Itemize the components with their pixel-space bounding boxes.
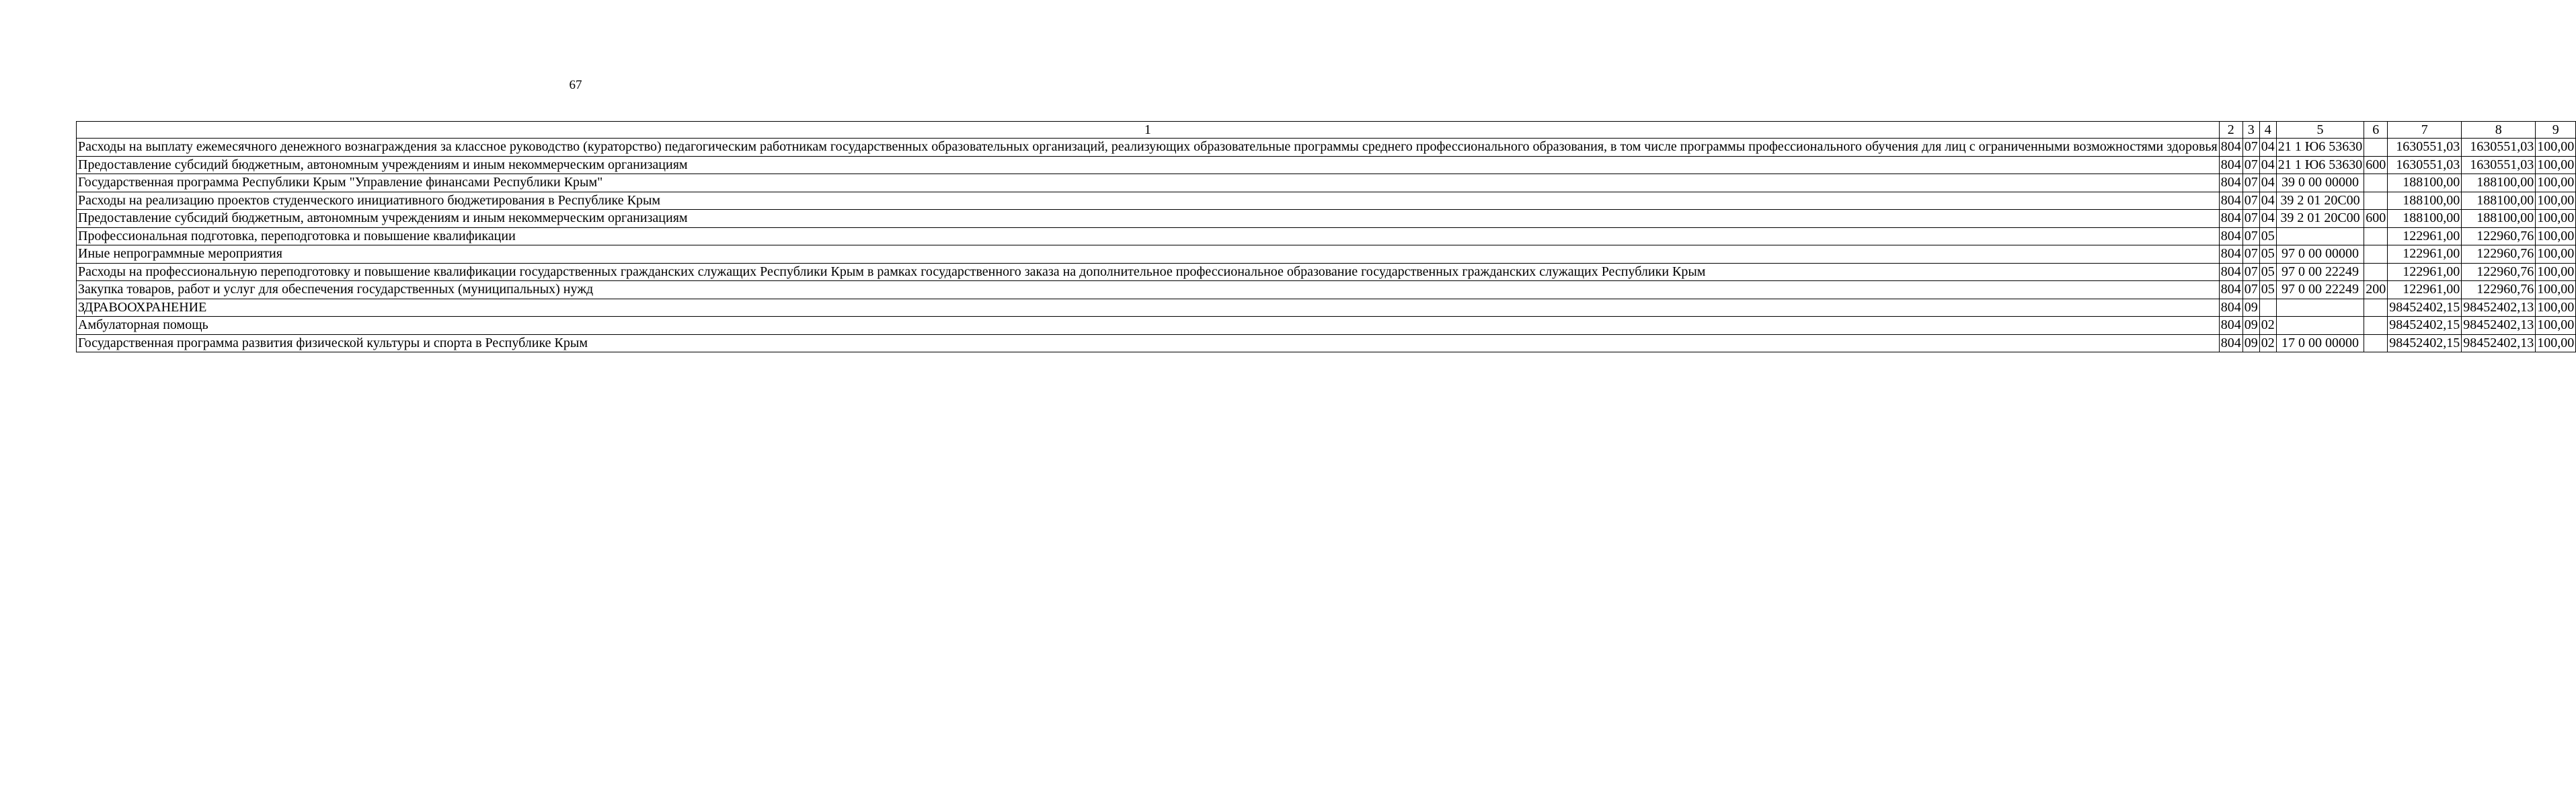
cell-executed-amount: 122960,76 [2462, 227, 2536, 245]
cell-department-code: 804 [2219, 156, 2242, 174]
cell-planned-amount: 188100,00 [2388, 192, 2462, 210]
cell-execution-percent: 100,00 [2536, 334, 2576, 352]
cell-target-article-code: 39 2 01 20С00 [2276, 210, 2364, 228]
cell-target-article-code: 39 0 00 00000 [2276, 174, 2364, 192]
cell-department-code: 804 [2219, 334, 2242, 352]
table-row [77, 156, 2576, 174]
cell-execution-percent: 100,00 [2536, 263, 2576, 281]
table-row [77, 227, 2576, 245]
row-description: Расходы на реализацию проектов студенческого инициативного бюджетирования в Республике Крым [77, 192, 2220, 210]
cell-executed-amount: 122960,76 [2462, 245, 2536, 264]
column-header: 3 [2242, 122, 2259, 139]
table-row [77, 334, 2576, 352]
cell-department-code: 804 [2219, 263, 2242, 281]
cell-subsection-code: 05 [2259, 227, 2276, 245]
cell-planned-amount: 188100,00 [2388, 210, 2462, 228]
cell-planned-amount: 1630551,03 [2388, 156, 2462, 174]
cell-target-article-code [2276, 317, 2364, 335]
cell-subsection-code: 04 [2259, 174, 2276, 192]
cell-subsection-code [2259, 299, 2276, 317]
column-header: 5 [2276, 122, 2364, 139]
cell-expense-type-code [2364, 299, 2388, 317]
row-description: ЗДРАВООХРАНЕНИЕ [77, 299, 2220, 317]
cell-planned-amount: 98452402,15 [2388, 317, 2462, 335]
column-header: 9 [2536, 122, 2576, 139]
row-description: Закупка товаров, работ и услуг для обеспечения государственных (муниципальных) нужд [77, 281, 2220, 299]
cell-planned-amount: 122961,00 [2388, 227, 2462, 245]
cell-execution-percent: 100,00 [2536, 192, 2576, 210]
cell-target-article-code: 39 2 01 20С00 [2276, 192, 2364, 210]
row-description: Расходы на выплату ежемесячного денежного вознаграждения за классное руководство (кураторство) педагогическим работникам государственных образовательных организаций, реализующих образовательные программы среднего профессионального образования, в том числе программы профессионального обучения для лиц с ограниченными возможностями здоровья [77, 139, 2220, 157]
cell-department-code: 804 [2219, 245, 2242, 264]
cell-executed-amount: 188100,00 [2462, 174, 2536, 192]
cell-planned-amount: 122961,00 [2388, 263, 2462, 281]
row-description: Амбулаторная помощь [77, 317, 2220, 335]
cell-section-code: 09 [2242, 317, 2259, 335]
cell-section-code: 07 [2242, 139, 2259, 157]
cell-department-code: 804 [2219, 174, 2242, 192]
cell-executed-amount: 122960,76 [2462, 281, 2536, 299]
table-row [77, 210, 2576, 228]
cell-section-code: 07 [2242, 281, 2259, 299]
column-header: 7 [2388, 122, 2462, 139]
budget-table [76, 121, 2576, 352]
cell-subsection-code: 05 [2259, 263, 2276, 281]
cell-planned-amount: 1630551,03 [2388, 139, 2462, 157]
cell-section-code: 07 [2242, 263, 2259, 281]
cell-planned-amount: 122961,00 [2388, 245, 2462, 264]
cell-target-article-code: 17 0 00 00000 [2276, 334, 2364, 352]
column-header: 2 [2219, 122, 2242, 139]
cell-expense-type-code [2364, 174, 2388, 192]
cell-executed-amount: 1630551,03 [2462, 156, 2536, 174]
cell-section-code: 07 [2242, 174, 2259, 192]
cell-target-article-code: 21 1 Ю6 53630 [2276, 156, 2364, 174]
cell-subsection-code: 04 [2259, 156, 2276, 174]
cell-executed-amount: 98452402,13 [2462, 334, 2536, 352]
cell-target-article-code: 97 0 00 22249 [2276, 281, 2364, 299]
cell-department-code: 804 [2219, 299, 2242, 317]
table-row [77, 245, 2576, 264]
cell-expense-type-code [2364, 334, 2388, 352]
cell-executed-amount: 122960,76 [2462, 263, 2536, 281]
cell-execution-percent: 100,00 [2536, 174, 2576, 192]
cell-expense-type-code [2364, 317, 2388, 335]
cell-department-code: 804 [2219, 139, 2242, 157]
cell-subsection-code: 05 [2259, 281, 2276, 299]
table-row [77, 317, 2576, 335]
table-row [77, 192, 2576, 210]
table-row [77, 263, 2576, 281]
table-row [77, 139, 2576, 157]
column-header: 6 [2364, 122, 2388, 139]
cell-executed-amount: 188100,00 [2462, 192, 2536, 210]
cell-expense-type-code [2364, 245, 2388, 264]
cell-department-code: 804 [2219, 192, 2242, 210]
cell-section-code: 09 [2242, 334, 2259, 352]
cell-execution-percent: 100,00 [2536, 317, 2576, 335]
cell-executed-amount: 188100,00 [2462, 210, 2536, 228]
row-description: Расходы на профессиональную переподготовку и повышение квалификации государственных гражданских служащих Республики Крым в рамках государственного заказа на дополнительное профессиональное образование государственных гражданских служащих Республики Крым [77, 263, 2220, 281]
cell-executed-amount: 1630551,03 [2462, 139, 2536, 157]
column-header: 8 [2462, 122, 2536, 139]
cell-planned-amount: 188100,00 [2388, 174, 2462, 192]
table-row [77, 174, 2576, 192]
table-row [77, 281, 2576, 299]
cell-subsection-code: 02 [2259, 334, 2276, 352]
cell-target-article-code [2276, 227, 2364, 245]
cell-subsection-code: 04 [2259, 192, 2276, 210]
cell-expense-type-code [2364, 139, 2388, 157]
page-number: 67 [569, 78, 582, 92]
cell-section-code: 07 [2242, 210, 2259, 228]
cell-department-code: 804 [2219, 281, 2242, 299]
cell-section-code: 07 [2242, 192, 2259, 210]
cell-expense-type-code: 200 [2364, 281, 2388, 299]
cell-expense-type-code: 600 [2364, 210, 2388, 228]
cell-execution-percent: 100,00 [2536, 245, 2576, 264]
cell-expense-type-code [2364, 192, 2388, 210]
cell-target-article-code: 97 0 00 22249 [2276, 263, 2364, 281]
cell-section-code: 07 [2242, 227, 2259, 245]
cell-executed-amount: 98452402,13 [2462, 299, 2536, 317]
cell-execution-percent: 100,00 [2536, 139, 2576, 157]
cell-execution-percent: 100,00 [2536, 227, 2576, 245]
column-header: 4 [2259, 122, 2276, 139]
cell-subsection-code: 04 [2259, 139, 2276, 157]
table-header-row [77, 122, 2576, 139]
cell-section-code: 09 [2242, 299, 2259, 317]
row-description: Иные непрограммные мероприятия [77, 245, 2220, 264]
cell-execution-percent: 100,00 [2536, 210, 2576, 228]
table-body [77, 139, 2576, 352]
row-description: Профессиональная подготовка, переподготовка и повышение квалификации [77, 227, 2220, 245]
cell-executed-amount: 98452402,13 [2462, 317, 2536, 335]
cell-section-code: 07 [2242, 156, 2259, 174]
cell-department-code: 804 [2219, 210, 2242, 228]
table-row [77, 299, 2576, 317]
cell-target-article-code: 97 0 00 00000 [2276, 245, 2364, 264]
cell-target-article-code [2276, 299, 2364, 317]
cell-planned-amount: 98452402,15 [2388, 334, 2462, 352]
cell-department-code: 804 [2219, 227, 2242, 245]
cell-execution-percent: 100,00 [2536, 281, 2576, 299]
cell-planned-amount: 122961,00 [2388, 281, 2462, 299]
cell-subsection-code: 02 [2259, 317, 2276, 335]
cell-execution-percent: 100,00 [2536, 156, 2576, 174]
cell-subsection-code: 05 [2259, 245, 2276, 264]
column-header: 1 [77, 122, 2220, 139]
cell-execution-percent: 100,00 [2536, 299, 2576, 317]
cell-expense-type-code [2364, 227, 2388, 245]
cell-subsection-code: 04 [2259, 210, 2276, 228]
row-description: Предоставление субсидий бюджетным, автономным учреждениям и иным некоммерческим организациям [77, 156, 2220, 174]
cell-expense-type-code [2364, 263, 2388, 281]
row-description: Государственная программа Республики Крым "Управление финансами Республики Крым" [77, 174, 2220, 192]
cell-department-code: 804 [2219, 317, 2242, 335]
cell-target-article-code: 21 1 Ю6 53630 [2276, 139, 2364, 157]
cell-planned-amount: 98452402,15 [2388, 299, 2462, 317]
row-description: Государственная программа развития физической культуры и спорта в Республике Крым [77, 334, 2220, 352]
cell-expense-type-code: 600 [2364, 156, 2388, 174]
cell-section-code: 07 [2242, 245, 2259, 264]
row-description: Предоставление субсидий бюджетным, автономным учреждениям и иным некоммерческим организациям [77, 210, 2220, 228]
